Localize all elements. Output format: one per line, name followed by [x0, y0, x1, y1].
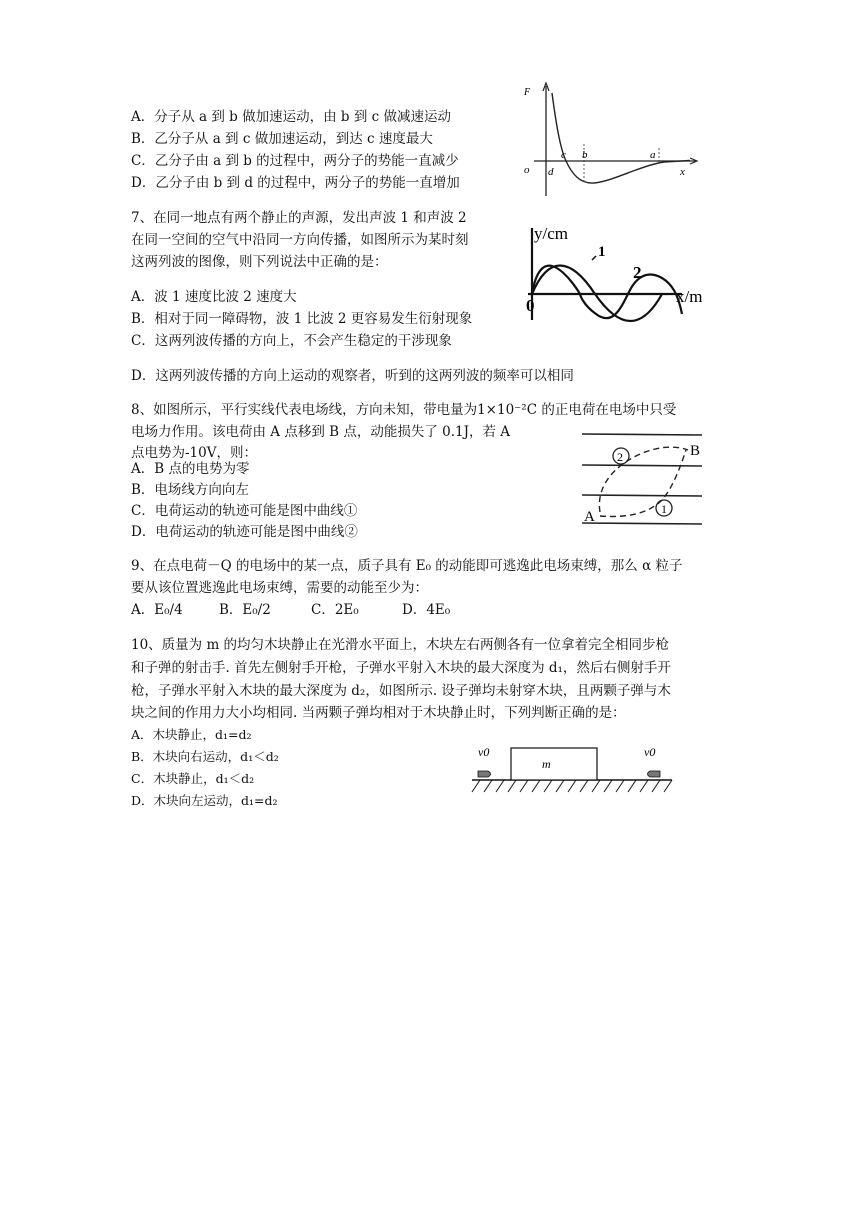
q9-stem-line-2: 要从该位置逃逸此电场束缚，需要的动能至少为： [131, 580, 428, 596]
q8-option-b: B．电场线方向向左 [131, 482, 249, 498]
q7-option-c: C．这两列波传播的方向上，不会产生稳定的干涉现象 [131, 333, 452, 349]
q8-option-a: A．B 点的电势为零 [131, 461, 250, 477]
q10-fig-v0-left-label: v0 [478, 745, 490, 759]
q8-stem-line-1: 8、如图所示，平行实线代表电场线，方向未知，带电量为1×10⁻²C 的正电荷在电场中只受 [131, 402, 677, 418]
q6-fig-x-label: x [680, 166, 685, 178]
q8-fig-curve2-label: 2 [617, 450, 623, 464]
q7-stem-line-2: 在同一空间的空气中沿同一方向传播，如图所示为某时刻 [131, 232, 469, 248]
q7-fig-ylabel: y/cm [534, 224, 568, 243]
q7-fig-origin: 0 [526, 296, 535, 315]
q7-wave-figure [522, 218, 718, 328]
q7-stem-line-1: 7、在同一地点有两个静止的声源，发出声波 1 和声波 2 [131, 210, 467, 226]
q6-fig-d-label: d [548, 166, 554, 178]
q9-stem-line-1: 9、在点电荷－Q 的电场中的某一点，质子具有 E₀ 的动能即可逃逸此电场束缚，那么 α 粒子 [131, 558, 683, 574]
q6-fig-a-label: a [650, 149, 656, 161]
q7-fig-wave1-label: 1 [598, 244, 606, 260]
q9-option-c: C．2E₀ [311, 602, 359, 618]
q6-option-c: C．乙分子由 a 到 b 的过程中，两分子的势能一直减少 [131, 153, 459, 169]
q10-fig-v0-right-label: v0 [644, 745, 656, 759]
q8-fig-curve1-label: 1 [661, 502, 667, 516]
q9-option-b: B．E₀/2 [219, 602, 271, 618]
q9-option-a: A．E₀/4 [131, 602, 183, 618]
q8-option-c: C．电荷运动的轨迹可能是图中曲线① [131, 503, 358, 519]
q6-fig-c-label: c [561, 149, 566, 161]
q9-option-d: D．4E₀ [402, 602, 451, 618]
q8-field-figure [576, 428, 706, 530]
q6-option-d: D．乙分子由 b 到 d 的过程中，两分子的势能一直增加 [131, 175, 460, 191]
q7-fig-wave2-label: 2 [633, 263, 642, 282]
q8-stem-line-3: 点电势为-10V，则： [131, 445, 257, 461]
q8-option-d: D．电荷运动的轨迹可能是图中曲线② [131, 524, 358, 540]
q10-stem-line-3: 枪，子弹水平射入木块的最大深度为 d₂，如图所示. 设子弹均未射穿木块，且两颗子弹与木 [131, 683, 671, 699]
q7-fig-xlabel: x/m [676, 287, 703, 306]
q8-stem-line-2: 电场力作用。该电荷由 A 点移到 B 点，动能损失了 0.1J，若 A [131, 424, 511, 440]
q6-option-a: A．分子从 a 到 b 做加速运动，由 b 到 c 做减速运动 [131, 109, 451, 125]
q10-option-a: A．木块静止，d₁=d₂ [131, 727, 252, 742]
q10-option-c: C．木块静止，d₁＜d₂ [131, 771, 255, 786]
q6-fig-F-label: F [524, 87, 531, 98]
q8-fig-B-label: B [690, 443, 701, 459]
q6-option-b: B．乙分子从 a 到 c 做加速运动，到达 c 速度最大 [131, 131, 433, 147]
q6-fig-b-label: b [582, 149, 588, 161]
q10-option-d: D．木块向左运动，d₁=d₂ [131, 793, 278, 808]
q6-fig-origin-label: o [524, 164, 530, 176]
q7-option-b: B．相对于同一障碍物，波 1 比波 2 更容易发生衍射现象 [131, 311, 473, 327]
q6-force-figure [514, 78, 704, 200]
q10-stem-line-4: 块之间的作用力大小均相同. 当两颗子弹均相对于木块静止时，下列判断正确的是： [131, 705, 626, 721]
q7-stem-line-3: 这两列波的图像，则下列说法中正确的是： [131, 254, 388, 270]
q10-block-figure [466, 740, 676, 796]
q10-fig-mass-label: m [542, 757, 551, 771]
q10-stem-line-1: 10、质量为 m 的均匀木块静止在光滑水平面上，木块左右两侧各有一位拿着完全相同步枪 [131, 637, 670, 653]
q7-option-a: A．波 1 速度比波 2 速度大 [131, 289, 297, 305]
q7-option-d: D．这两列波传播的方向上运动的观察者，听到的这两列波的频率可以相同 [131, 368, 574, 384]
q10-stem-line-2: 和子弹的射击手. 首先左侧射手开枪，子弹水平射入木块的最大深度为 d₁，然后右侧射手开 [131, 660, 671, 676]
q8-fig-A-label: A [584, 509, 595, 525]
q10-option-b: B．木块向右运动，d₁＜d₂ [131, 749, 279, 764]
